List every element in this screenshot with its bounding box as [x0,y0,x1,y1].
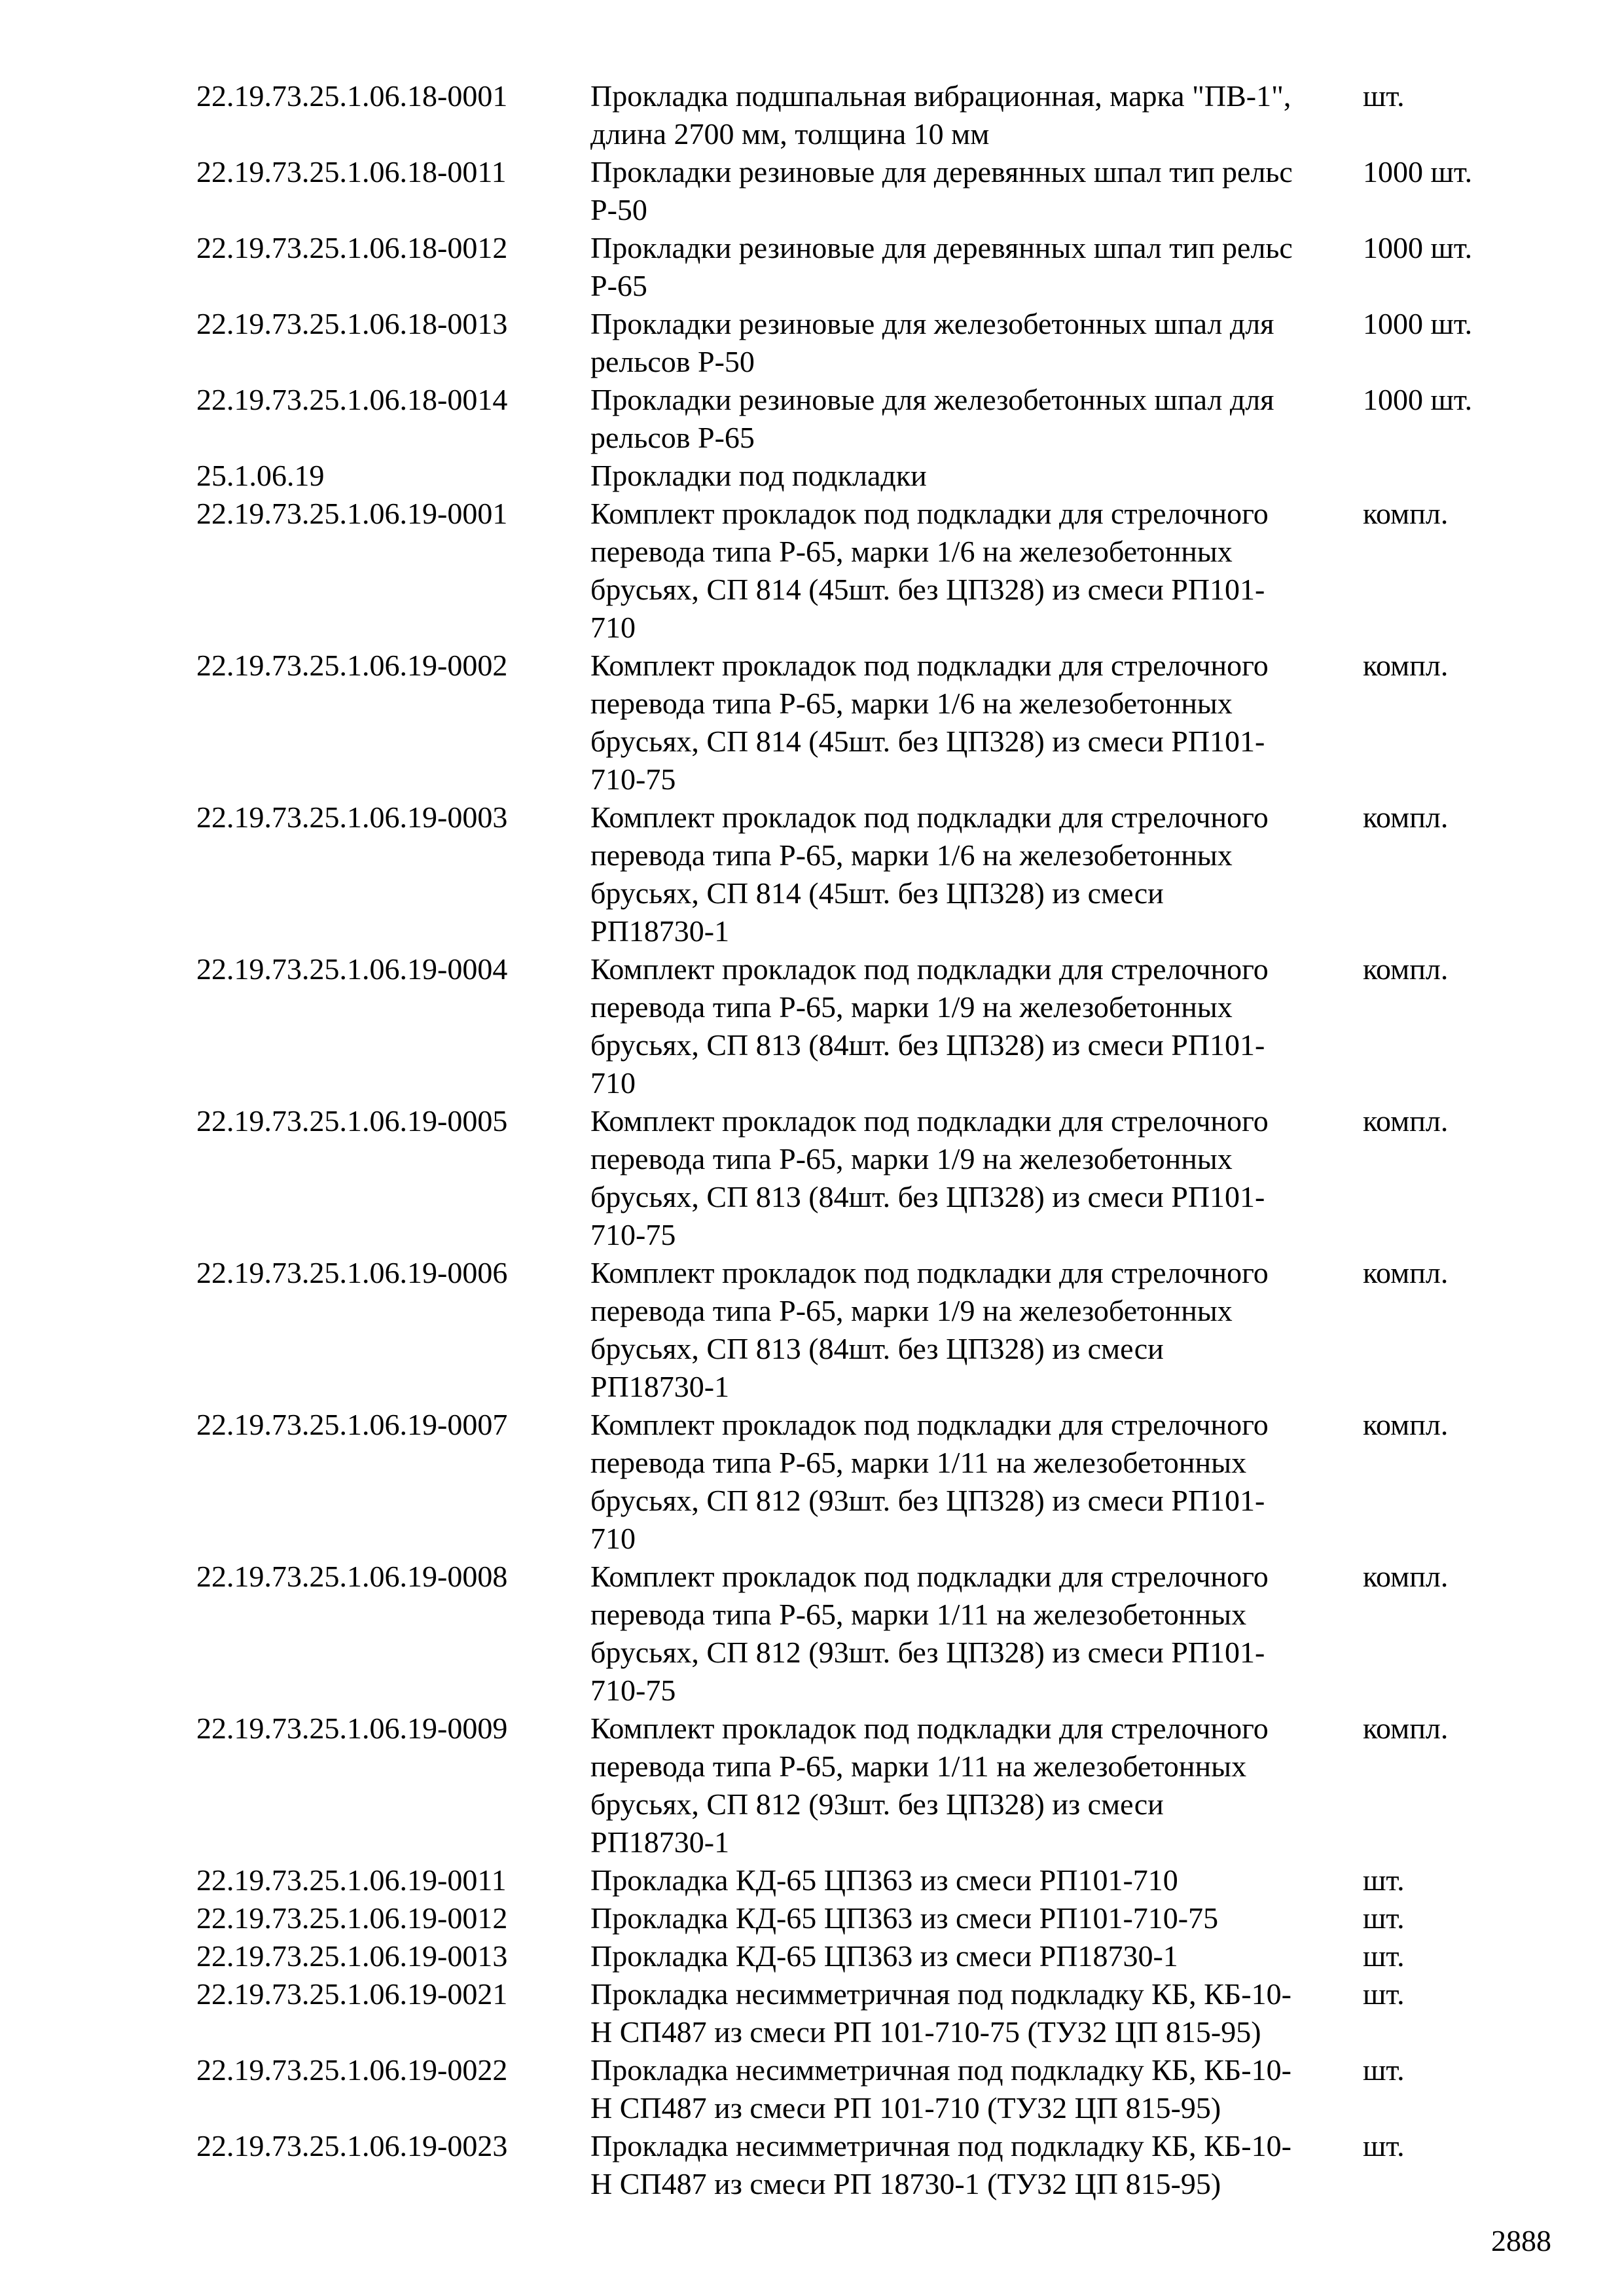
item-description: Комплект прокладок под подкладки для стрелочного перевода типа Р-65, марки 1/6 на железобетонных брусьях, СП 814 (45шт. без ЦП328) из смеси РП18730-1 [590,800,1269,948]
table-row [196,1406,1506,1558]
item-description: Прокладка КД-65 ЦП363 из смеси РП101-710 [590,1863,1178,1897]
table-row [196,381,1506,457]
table-row [196,495,1506,647]
item-description: Прокладка несимметричная под подкладку КБ, КБ-10- Н СП487 из смеси РП 18730-1 (ТУ32 ЦП 815-95) [590,2129,1291,2200]
item-description: Прокладка несимметричная под подкладку КБ, КБ-10- Н СП487 из смеси РП 101-710 (ТУ32 ЦП 815-95) [590,2053,1291,2125]
item-description: Комплект прокладок под подкладки для стрелочного перевода типа Р-65, марки 1/11 на железобетонных брусьях, СП 812 (93шт. без ЦП328) из смеси РП101- 710-75 [590,1560,1269,1707]
item-unit: шт. [1363,2129,1405,2162]
item-unit: компл. [1363,497,1449,530]
item-code: 22.19.73.25.1.06.19-0002 [196,649,508,682]
item-code: 22.19.73.25.1.06.19-0006 [196,1256,508,1289]
item-code: 22.19.73.25.1.06.19-0012 [196,1901,508,1935]
item-code: 22.19.73.25.1.06.19-0004 [196,952,508,986]
table-row [196,77,1506,153]
table-row [196,950,1506,1102]
item-description: Комплект прокладок под подкладки для стрелочного перевода типа Р-65, марки 1/11 на железобетонных брусьях, СП 812 (93шт. без ЦП328) из смеси РП101- 710 [590,1408,1269,1555]
item-code: 22.19.73.25.1.06.19-0008 [196,1560,508,1593]
item-code: 22.19.73.25.1.06.19-0009 [196,1712,508,1745]
item-code: 22.19.73.25.1.06.19-0003 [196,800,508,834]
item-description: Прокладки резиновые для железобетонных шпал для рельсов Р-50 [590,307,1274,378]
item-description: Комплект прокладок под подкладки для стрелочного перевода типа Р-65, марки 1/6 на железобетонных брусьях, СП 814 (45шт. без ЦП328) из смеси РП101- 710 [590,497,1269,644]
item-description: Комплект прокладок под подкладки для стрелочного перевода типа Р-65, марки 1/11 на железобетонных брусьях, СП 812 (93шт. без ЦП328) из смеси РП18730-1 [590,1712,1269,1859]
materials-table [196,77,1506,2203]
table-row [196,305,1506,381]
table-row [196,153,1506,229]
item-code: 22.19.73.25.1.06.18-0011 [196,155,507,188]
table-row [196,229,1506,305]
item-unit: компл. [1363,649,1449,682]
item-unit: компл. [1363,1104,1449,1138]
page-number: 2888 [1491,2224,1551,2257]
table-row [196,1710,1506,1861]
item-unit: компл. [1363,1712,1449,1745]
item-description: Комплект прокладок под подкладки для стрелочного перевода типа Р-65, марки 1/9 на железобетонных брусьях, СП 813 (84шт. без ЦП328) из смеси РП18730-1 [590,1256,1269,1403]
item-unit: компл. [1363,1560,1449,1593]
item-description: Комплект прокладок под подкладки для стрелочного перевода типа Р-65, марки 1/9 на железобетонных брусьях, СП 813 (84шт. без ЦП328) из смеси РП101- 710 [590,952,1269,1100]
item-description: Прокладка КД-65 ЦП363 из смеси РП18730-1 [590,1939,1178,1973]
item-unit: шт. [1363,1939,1405,1973]
table-row [196,798,1506,950]
item-unit: 1000 шт. [1363,231,1473,264]
item-unit: 1000 шт. [1363,383,1473,416]
item-unit: компл. [1363,952,1449,986]
table-row [196,1975,1506,2051]
item-unit: 1000 шт. [1363,307,1473,340]
item-code: 22.19.73.25.1.06.19-0021 [196,1977,508,2011]
table-row [196,647,1506,798]
item-code: 22.19.73.25.1.06.18-0001 [196,79,508,113]
item-unit: шт. [1363,1863,1405,1897]
item-description: Прокладки под подкладки [590,459,927,492]
item-code: 22.19.73.25.1.06.18-0014 [196,383,508,416]
item-code: 22.19.73.25.1.06.19-0007 [196,1408,508,1441]
item-description: Прокладки резиновые для деревянных шпал тип рельс Р-65 [590,231,1293,302]
item-code: 25.1.06.19 [196,459,325,492]
table-row [196,1861,1506,1899]
item-code: 22.19.73.25.1.06.19-0023 [196,2129,508,2162]
item-unit: шт. [1363,1901,1405,1935]
item-code: 22.19.73.25.1.06.19-0013 [196,1939,508,1973]
item-description: Прокладка КД-65 ЦП363 из смеси РП101-710-75 [590,1901,1219,1935]
item-description: Прокладка подшпальная вибрационная, марка "ПВ-1", длина 2700 мм, толщина 10 мм [590,79,1291,151]
item-description: Прокладки резиновые для деревянных шпал тип рельс Р-50 [590,155,1293,226]
table-row [196,457,1506,495]
item-unit: компл. [1363,800,1449,834]
item-description: Прокладка несимметричная под подкладку КБ, КБ-10- Н СП487 из смеси РП 101-710-75 (ТУ32 ЦП 815-95) [590,1977,1291,2049]
table-row [196,2127,1506,2203]
item-code: 22.19.73.25.1.06.19-0005 [196,1104,508,1138]
item-description: Комплект прокладок под подкладки для стрелочного перевода типа Р-65, марки 1/9 на железобетонных брусьях, СП 813 (84шт. без ЦП328) из смеси РП101- 710-75 [590,1104,1269,1251]
item-unit: шт. [1363,1977,1405,2011]
table-row [196,1899,1506,1937]
item-description: Прокладки резиновые для железобетонных шпал для рельсов Р-65 [590,383,1274,454]
table-row [196,1937,1506,1975]
item-code: 22.19.73.25.1.06.18-0013 [196,307,508,340]
item-code: 22.19.73.25.1.06.19-0001 [196,497,508,530]
item-code: 22.19.73.25.1.06.19-0011 [196,1863,507,1897]
item-unit: компл. [1363,1408,1449,1441]
item-unit: компл. [1363,1256,1449,1289]
item-code: 22.19.73.25.1.06.18-0012 [196,231,508,264]
table-row [196,1558,1506,1710]
item-unit: шт. [1363,2053,1405,2087]
item-code: 22.19.73.25.1.06.19-0022 [196,2053,508,2087]
item-unit: 1000 шт. [1363,155,1473,188]
item-unit: шт. [1363,79,1405,113]
table-row [196,1254,1506,1406]
table-row [196,2051,1506,2127]
item-description: Комплект прокладок под подкладки для стрелочного перевода типа Р-65, марки 1/6 на железобетонных брусьях, СП 814 (45шт. без ЦП328) из смеси РП101- 710-75 [590,649,1269,796]
table-row [196,1102,1506,1254]
